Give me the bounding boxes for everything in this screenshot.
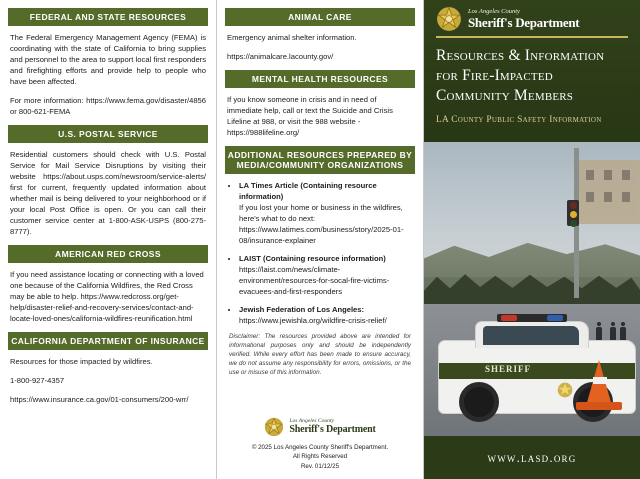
section-header-california-department-of-insurance: CALIFORNIA DEPARTMENT OF INSURANCE	[8, 332, 208, 350]
section-header-american-red-cross: AMERICAN RED CROSS	[8, 245, 208, 263]
copyright-block	[217, 443, 423, 471]
section-header-federal-state-resources: FEDERAL AND STATE RESOURCES	[8, 8, 208, 26]
vehicle-lightbar	[497, 314, 567, 322]
resource-title: LAIST (Containing resource information)	[239, 254, 386, 263]
cover-title	[436, 46, 628, 105]
left-column	[0, 0, 216, 479]
resource-title: Jewish Federation of Los Angeles:	[239, 305, 365, 314]
list-item[interactable]	[239, 253, 413, 297]
cover-title-line-1: Resources & Information	[436, 47, 605, 64]
animal-care-paragraph: Emergency animal shelter information.	[227, 33, 357, 42]
mental-health-paragraph[interactable]: If you know someone in crisis and in need of immediate help, call or text the Suicide and Crisis Lifeline at 988, or visit the 988 website - https://988lifeline.org/	[227, 95, 393, 137]
cdi-phone[interactable]: 1-800-927-4357	[10, 376, 65, 385]
section-header-mental-health-resources: MENTAL HEALTH RESOURCES	[225, 70, 415, 88]
cover-title-line-2: for Fire-Impacted	[436, 66, 553, 84]
cdi-link[interactable]: https://www.insurance.ca.gov/01-consumers/200-wrr/	[10, 395, 189, 404]
disclaimer-text: Disclaimer: The resources provided above are intended for informational purposes only and should be independently verified. While every effort has been made to ensure accuracy, we do not assume any responsibility for errors, omissions, or the use or misuse of this information.	[229, 333, 411, 376]
list-item[interactable]	[239, 304, 413, 326]
middle-column-footer	[217, 417, 423, 471]
traffic-cone-stripe	[593, 377, 607, 384]
cover-subtitle: LA County Public Safety Information	[436, 115, 602, 126]
sheriff-star-icon	[436, 6, 462, 32]
footer-badge-line2: Sheriff's Department	[289, 423, 376, 435]
sheriff-star-icon	[264, 417, 284, 437]
resource-text[interactable]: https://www.jewishla.org/wildfire-crisis-relief/	[239, 316, 387, 325]
additional-resources-list	[227, 180, 413, 326]
cover-url-bar	[424, 436, 640, 479]
footer-badge-line1: Los Angeles County	[289, 417, 335, 424]
american-red-cross-paragraph[interactable]: If you need assistance locating or connecting with a loved one because of the California Wildfires, the Red Cross may be able to help. https://www.redcross.org/get-help/disaster-relief-and-recovery-services/contact-and-locate-loved-ones/california-wildfires-reunification.html	[10, 270, 204, 323]
cover-title-line-3: Community Members	[436, 86, 574, 104]
cdi-paragraph-1: Resources for those impacted by wildfires.	[10, 357, 153, 366]
agency-name-line1: Los Angeles County	[468, 7, 520, 15]
resource-title: LA Times Article (Containing resource information)	[239, 181, 377, 201]
gold-divider	[436, 36, 628, 38]
section-header-additional-resources: ADDITIONAL RESOURCES PREPARED BY MEDIA/COMMUNITY ORGANIZATIONS	[225, 146, 415, 174]
section-header-us-postal-service: U.S. POSTAL SERVICE	[8, 125, 208, 143]
section-header-animal-care: ANIMAL CARE	[225, 8, 415, 26]
photo-building	[578, 160, 640, 224]
rights-line: All Rights Reserved	[292, 453, 348, 461]
federal-state-paragraph-1: The Federal Emergency Management Agency (FEMA) is coordinating with the state of California to bring supplies and personnel to the area to support local first responders and firefighting efforts and provide help to people who have been affected.	[10, 33, 206, 86]
vehicle-label: SHERIFF	[485, 364, 532, 374]
vehicle-star-icon	[557, 382, 573, 403]
us-postal-service-paragraph[interactable]: Residential customers should check with U.S. Postal Service for Mail Service Disruptions by visiting their website https://about.usps.com/newsroom/service-alerts/ first for current, frequently updated information about whether mail is being delivered to your neighborhood or if your local Post Office is open. Or you can call their customer service center at 1-800-ASK-USPS (800-275-8777).	[10, 150, 206, 236]
agency-name-line2: Sheriff's Department	[468, 14, 580, 30]
list-item[interactable]	[239, 180, 413, 246]
agency-badge-text	[468, 9, 579, 29]
resource-text[interactable]: https://laist.com/news/climate-environment/resources-for-socal-fire-victims-evacuees-and-first-responders	[239, 265, 390, 296]
website-url[interactable]: www.lasd.org	[487, 449, 577, 465]
federal-state-paragraph-2[interactable]: For more information: https://www.fema.gov/disaster/4856 or 800-621-FEMA	[10, 96, 206, 116]
revision-line: Rev. 01/12/25	[300, 462, 340, 470]
right-column	[424, 0, 640, 479]
copyright-line: © 2025 Los Angeles County Sheriff's Department.	[251, 444, 389, 452]
traffic-signal-icon	[567, 200, 579, 226]
animal-care-link[interactable]: https://animalcare.lacounty.gov/	[227, 52, 334, 61]
footer-badge	[217, 417, 423, 437]
vehicle-wheel	[459, 382, 499, 422]
vehicle-windshield	[483, 326, 579, 345]
resource-text[interactable]: If you lost your home or business in the wildfires, here's what to do next: https://www.latimes.com/business/story/2025-01-08/insurance-explainer	[239, 203, 404, 245]
middle-column	[216, 0, 424, 479]
footer-badge-text	[289, 419, 375, 435]
agency-badge	[436, 6, 628, 32]
cover-header	[424, 0, 640, 142]
traffic-cone-base	[576, 402, 622, 410]
cover-photo	[424, 142, 640, 436]
